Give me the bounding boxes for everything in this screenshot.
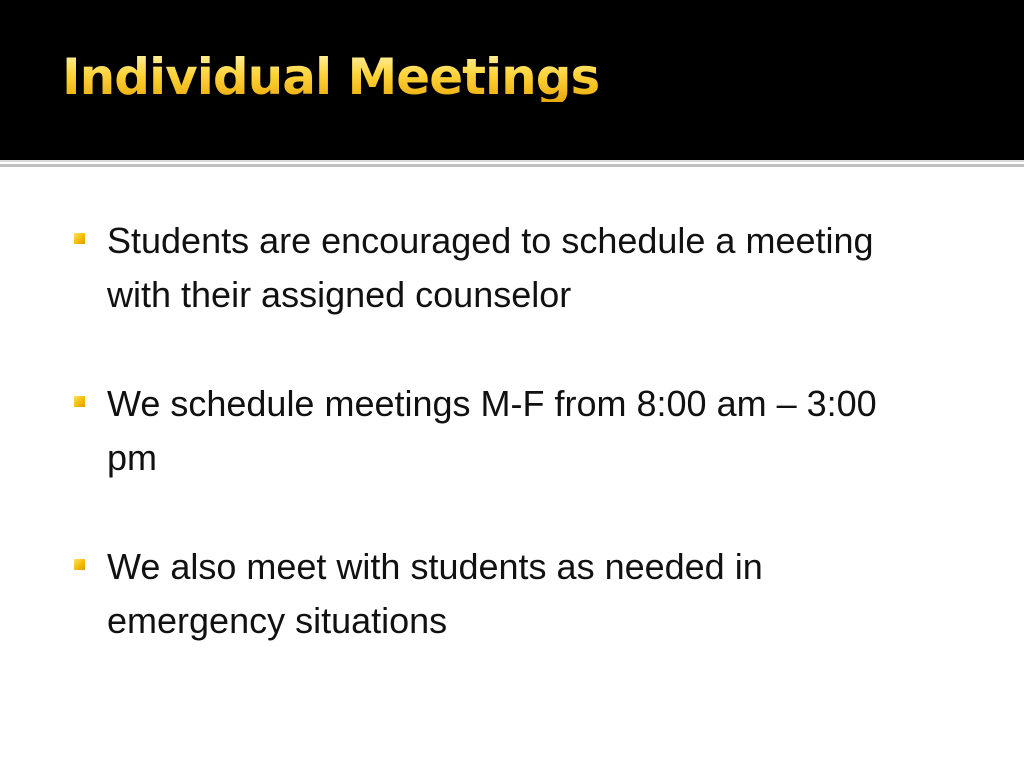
bullet-text: We also meet with students as needed in emergency situations (107, 546, 763, 641)
divider-line (0, 160, 1024, 162)
square-bullet-icon (74, 233, 85, 244)
bullet-list (70, 214, 930, 703)
slide-title: Individual Meetings (62, 48, 600, 106)
title-bar (0, 0, 1024, 160)
square-bullet-icon (74, 396, 85, 407)
bullet-item (70, 540, 930, 648)
bullet-text: We schedule meetings M-F from 8:00 am – 3:00 pm (107, 383, 877, 478)
square-bullet-icon (74, 559, 85, 570)
divider-line-secondary (0, 164, 1024, 167)
bullet-item (70, 377, 930, 485)
bullet-item (70, 214, 930, 322)
bullet-text: Students are encouraged to schedule a meeting with their assigned counselor (107, 220, 874, 315)
